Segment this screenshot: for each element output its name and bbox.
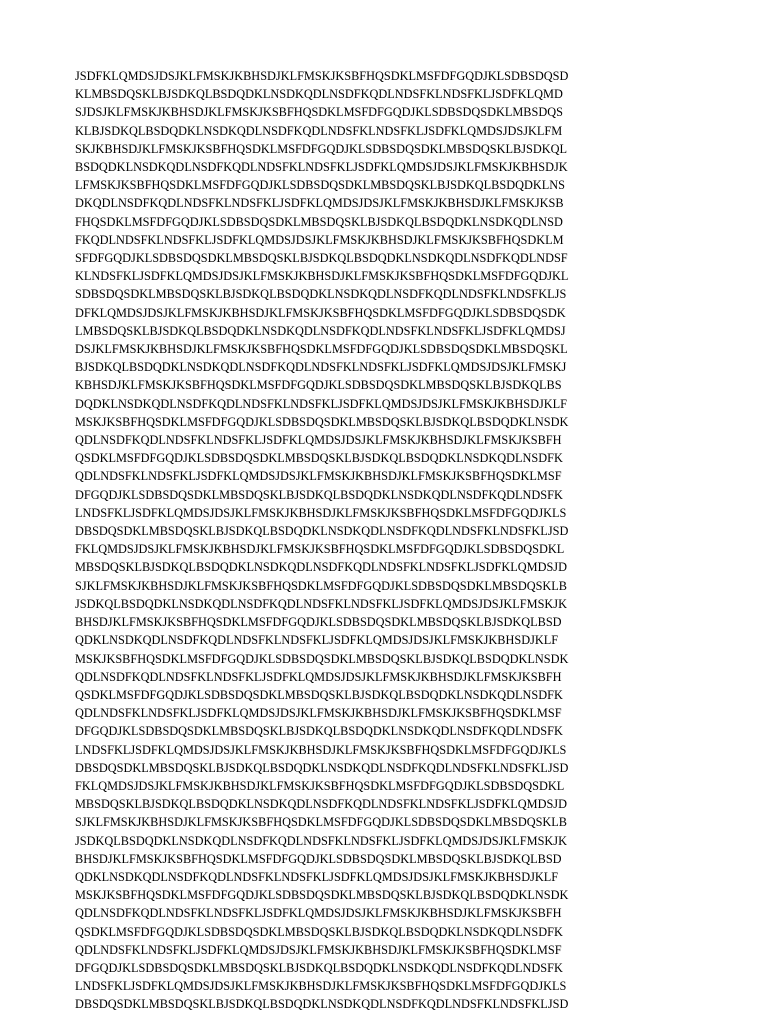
text-line: DBSDQSDKLMBSDQSKLBJSDKQLBSDQDKLNSDKQDLNSDFKQDLNDSFKLNDSFKLJSD <box>75 760 569 775</box>
text-line: KLMBSDQSKLBJSDKQLBSDQDKLNSDKQDLNSDFKQDLNDSFKLNDSFKLJSDFKLQMD <box>75 87 563 102</box>
text-line: QSDKLMSFDFGQDJKLSDBSDQSDKLMBSDQSKLBJSDKQLBSDQDKLNSDKQDLNSDFK <box>75 451 563 466</box>
text-line: QDLNDSFKLNDSFKLJSDFKLQMDSJDSJKLFMSKJKBHSDJKLFMSKJKSBFHQSDKLMSF <box>75 942 562 957</box>
text-line: DFGQDJKLSDBSDQSDKLMBSDQSKLBJSDKQLBSDQDKLNSDKQDLNSDFKQDLNDSFK <box>75 487 563 502</box>
text-line: MSKJKSBFHQSDKLMSFDFGQDJKLSDBSDQSDKLMBSDQSKLBJSDKQLBSDQDKLNSDK <box>75 888 569 903</box>
text-line: SJKLFMSKJKBHSDJKLFMSKJKSBFHQSDKLMSFDFGQDJKLSDBSDQSDKLMBSDQSKLB <box>75 815 568 830</box>
text-line: KLBJSDKQLBSDQDKLNSDKQDLNSDFKQDLNDSFKLNDSFKLJSDFKLQMDSJDSJKLFM <box>75 123 563 138</box>
text-line: SKJKBHSDJKLFMSKJKSBFHQSDKLMSFDFGQDJKLSDBSDQSDKLMBSDQSKLBJSDKQL <box>75 141 568 156</box>
text-line: QDKLNSDKQDLNSDFKQDLNDSFKLNDSFKLJSDFKLQMDSJDSJKLFMSKJKBHSDJKLF <box>75 633 559 648</box>
text-line: MBSDQSKLBJSDKQLBSDQDKLNSDKQDLNSDFKQDLNDSFKLNDSFKLJSDFKLQMDSJD <box>75 560 567 575</box>
text-line: DFGQDJKLSDBSDQSDKLMBSDQSKLBJSDKQLBSDQDKLNSDKQDLNSDFKQDLNDSFK <box>75 960 563 975</box>
text-line: QSDKLMSFDFGQDJKLSDBSDQSDKLMBSDQSKLBJSDKQLBSDQDKLNSDKQDLNSDFK <box>75 924 563 939</box>
text-line: QSDKLMSFDFGQDJKLSDBSDQSDKLMBSDQSKLBJSDKQLBSDQDKLNSDKQDLNSDFK <box>75 687 563 702</box>
text-line: KLNDSFKLJSDFKLQMDSJDSJKLFMSKJKBHSDJKLFMSKJKSBFHQSDKLMSFDFGQDJKL <box>75 269 569 284</box>
text-line: SJDSJKLFMSKJKBHSDJKLFMSKJKSBFHQSDKLMSFDFGQDJKLSDBSDQSDKLMBSDQS <box>75 105 563 120</box>
text-line: DBSDQSDKLMBSDQSKLBJSDKQLBSDQDKLNSDKQDLNSDFKQDLNDSFKLNDSFKLJSD <box>75 997 569 1012</box>
text-line: LNDSFKLJSDFKLQMDSJDSJKLFMSKJKBHSDJKLFMSKJKSBFHQSDKLMSFDFGQDJKLS <box>75 979 567 994</box>
text-line: JSDKQLBSDQDKLNSDKQDLNSDFKQDLNDSFKLNDSFKLJSDFKLQMDSJDSJKLFMSKJK <box>75 596 567 611</box>
text-line: MSKJKSBFHQSDKLMSFDFGQDJKLSDBSDQSDKLMBSDQSKLBJSDKQLBSDQDKLNSDK <box>75 651 569 666</box>
text-line: DFKLQMDSJDSJKLFMSKJKBHSDJKLFMSKJKSBFHQSDKLMSFDFGQDJKLSDBSDQSDK <box>75 305 566 320</box>
text-line: BHSDJKLFMSKJKSBFHQSDKLMSFDFGQDJKLSDBSDQSDKLMBSDQSKLBJSDKQLBSD <box>75 615 562 630</box>
text-line: DBSDQSDKLMBSDQSKLBJSDKQLBSDQDKLNSDKQDLNSDFKQDLNDSFKLNDSFKLJSD <box>75 524 569 539</box>
text-line: BHSDJKLFMSKJKSBFHQSDKLMSFDFGQDJKLSDBSDQSDKLMBSDQSKLBJSDKQLBSD <box>75 851 562 866</box>
text-line: DKQDLNSDFKQDLNDSFKLNDSFKLJSDFKLQMDSJDSJKLFMSKJKBHSDJKLFMSKJKSB <box>75 196 564 211</box>
text-line: LNDSFKLJSDFKLQMDSJDSJKLFMSKJKBHSDJKLFMSKJKSBFHQSDKLMSFDFGQDJKLS <box>75 505 567 520</box>
text-line: FHQSDKLMSFDFGQDJKLSDBSDQSDKLMBSDQSKLBJSDKQLBSDQDKLNSDKQDLNSD <box>75 214 563 229</box>
text-line: LFMSKJKSBFHQSDKLMSFDFGQDJKLSDBSDQSDKLMBSDQSKLBJSDKQLBSDQDKLNS <box>75 178 565 193</box>
text-line: DSJKLFMSKJKBHSDJKLFMSKJKSBFHQSDKLMSFDFGQDJKLSDBSDQSDKLMBSDQSKL <box>75 342 568 357</box>
text-line: BSDQDKLNSDKQDLNSDFKQDLNDSFKLNDSFKLJSDFKLQMDSJDSJKLFMSKJKBHSDJK <box>75 160 568 175</box>
text-line: SJKLFMSKJKBHSDJKLFMSKJKSBFHQSDKLMSFDFGQDJKLSDBSDQSDKLMBSDQSKLB <box>75 578 568 593</box>
text-line: LNDSFKLJSDFKLQMDSJDSJKLFMSKJKBHSDJKLFMSKJKSBFHQSDKLMSFDFGQDJKLS <box>75 742 567 757</box>
text-line: QDLNDSFKLNDSFKLJSDFKLQMDSJDSJKLFMSKJKBHSDJKLFMSKJKSBFHQSDKLMSF <box>75 469 562 484</box>
text-line: QDLNDSFKLNDSFKLJSDFKLQMDSJDSJKLFMSKJKBHSDJKLFMSKJKSBFHQSDKLMSF <box>75 706 562 721</box>
text-line: DFGQDJKLSDBSDQSDKLMBSDQSKLBJSDKQLBSDQDKLNSDKQDLNSDFKQDLNDSFK <box>75 724 563 739</box>
text-line: LMBSDQSKLBJSDKQLBSDQDKLNSDKQDLNSDFKQDLNDSFKLNDSFKLJSDFKLQMDSJ <box>75 323 566 338</box>
text-line: QDKLNSDKQDLNSDFKQDLNDSFKLNDSFKLJSDFKLQMDSJDSJKLFMSKJKBHSDJKLF <box>75 869 559 884</box>
text-line: SDBSDQSDKLMBSDQSKLBJSDKQLBSDQDKLNSDKQDLNSDFKQDLNDSFKLNDSFKLJS <box>75 287 567 302</box>
text-line: FKLQMDSJDSJKLFMSKJKBHSDJKLFMSKJKSBFHQSDKLMSFDFGQDJKLSDBSDQSDKL <box>75 778 565 793</box>
text-line: SFDFGQDJKLSDBSDQSDKLMBSDQSKLBJSDKQLBSDQDKLNSDKQDLNSDFKQDLNDSF <box>75 251 568 266</box>
body-text <box>75 67 700 1014</box>
text-line: JSDFKLQMDSJDSJKLFMSKJKBHSDJKLFMSKJKSBFHQSDKLMSFDFGQDJKLSDBSDQSD <box>75 69 569 83</box>
text-line: MSKJKSBFHQSDKLMSFDFGQDJKLSDBSDQSDKLMBSDQSKLBJSDKQLBSDQDKLNSDK <box>75 414 569 429</box>
text-line: FKLQMDSJDSJKLFMSKJKBHSDJKLFMSKJKSBFHQSDKLMSFDFGQDJKLSDBSDQSDKL <box>75 542 565 557</box>
text-line: JSDKQLBSDQDKLNSDKQDLNSDFKQDLNDSFKLNDSFKLJSDFKLQMDSJDSJKLFMSKJK <box>75 833 567 848</box>
text-line: FKQDLNDSFKLNDSFKLJSDFKLQMDSJDSJKLFMSKJKBHSDJKLFMSKJKSBFHQSDKLM <box>75 232 564 247</box>
text-line: DQDKLNSDKQDLNSDFKQDLNDSFKLNDSFKLJSDFKLQMDSJDSJKLFMSKJKBHSDJKLF <box>75 396 567 411</box>
text-line: QDLNSDFKQDLNDSFKLNDSFKLJSDFKLQMDSJDSJKLFMSKJKBHSDJKLFMSKJKSBFH <box>75 906 562 921</box>
text-line: QDLNSDFKQDLNDSFKLNDSFKLJSDFKLQMDSJDSJKLFMSKJKBHSDJKLFMSKJKSBFH <box>75 669 562 684</box>
text-line: KBHSDJKLFMSKJKSBFHQSDKLMSFDFGQDJKLSDBSDQSDKLMBSDQSKLBJSDKQLBS <box>75 378 562 393</box>
text-line: QDLNSDFKQDLNDSFKLNDSFKLJSDFKLQMDSJDSJKLFMSKJKBHSDJKLFMSKJKSBFH <box>75 433 562 448</box>
text-line: BJSDKQLBSDQDKLNSDKQDLNSDFKQDLNDSFKLNDSFKLJSDFKLQMDSJDSJKLFMSKJ <box>75 360 567 375</box>
text-line: MBSDQSKLBJSDKQLBSDQDKLNSDKQDLNSDFKQDLNDSFKLNDSFKLJSDFKLQMDSJD <box>75 797 567 812</box>
